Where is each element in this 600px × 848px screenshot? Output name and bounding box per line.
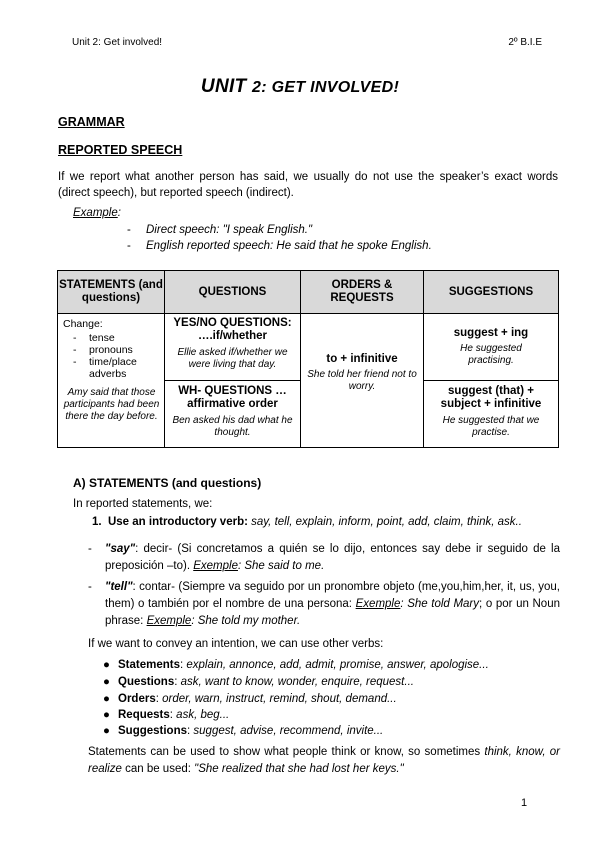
bullet-text: explain, annonce, add, admit, promise, answer, apologise...	[186, 659, 489, 671]
closing-italic-1: think, know,	[484, 746, 546, 758]
suggest-that-cell	[424, 381, 559, 448]
bullet-text: suggest, advise, recommend, invite...	[193, 725, 384, 737]
suggest-that-example: He suggested that we practise.	[442, 415, 540, 438]
example-label	[73, 207, 121, 219]
tell-example-text: : She told Mary	[400, 598, 479, 610]
say-text: : decir- (Si concretamos a quién se lo dijo, entonces say debe ir seguido de la preposición –to).	[105, 543, 560, 572]
yesno-title: YES/NO QUESTIONS: ….if/whether	[173, 317, 292, 342]
list-item: ● Statements: explain, annonce, add, admit, promise, answer, apologise...	[103, 659, 489, 671]
section-a-heading: A) STATEMENTS (and questions)	[73, 476, 262, 490]
example-text: Direct speech: "I speak English."	[146, 224, 313, 236]
yesno-cell	[165, 314, 301, 381]
suggest-ing-cell	[424, 314, 559, 381]
point-1-label: Use an introductory verb:	[107, 516, 248, 528]
closing-text-3: can be used:	[121, 763, 195, 775]
tell-word: "tell"	[105, 581, 133, 593]
bullet-text: order, warn, instruct, remind, shout, demand...	[162, 693, 397, 705]
change-item: - pronouns	[63, 344, 160, 356]
grammar-heading: GRAMMAR	[58, 115, 125, 129]
example-item: - English reported speech: He said that he spoke English.	[127, 240, 432, 252]
bullet-label: Statements	[118, 659, 180, 671]
point-1-number: 1.	[92, 516, 102, 528]
list-item: ● Questions: ask, want to know, wonder, enquire, request...	[103, 676, 414, 688]
suggest-that-title: suggest (that) + subject + infinitive	[440, 385, 542, 410]
wh-title: WH- QUESTIONS …affirmative order	[178, 385, 287, 410]
in-reported-text: In reported statements, we:	[73, 498, 213, 510]
bullet-text: ask, want to know, wonder, enquire, request...	[180, 676, 414, 688]
title-part2: 2: GET INVOLVED!	[252, 79, 400, 96]
example-colon: :	[117, 207, 121, 219]
orders-example: She told her friend not to worry.	[307, 368, 417, 392]
say-example-text: : She said to me.	[237, 560, 325, 572]
tell-item: - "tell": contar- (Siempre va seguido por un pronombre objeto (me,you,him,her, it, us, you, them) o también por el nombre de una persona: Exemple: She told Mary; o por un Noun phrase: Exemple: She told my mother.	[88, 581, 560, 627]
header-suggestions: SUGGESTIONS	[424, 271, 559, 314]
suggest-ing-example: He suggested practising.	[460, 343, 522, 366]
tell-example-text-2: : She told my mother.	[191, 615, 301, 627]
change-item: - tense	[63, 332, 160, 344]
list-item: ● Orders: order, warn, instruct, remind, shout, demand...	[103, 693, 397, 705]
header-questions: QUESTIONS	[165, 271, 301, 314]
say-word: "say"	[105, 543, 136, 555]
change-list	[63, 332, 160, 380]
say-example-label: Exemple	[193, 560, 238, 572]
bullet-label: Orders	[118, 693, 156, 705]
header-orders: ORDERS & REQUESTS	[301, 271, 424, 314]
statements-cell	[58, 314, 165, 448]
point-1-verbs: say, tell, explain, inform, point, add, claim, think, ask..	[251, 516, 522, 528]
change-label: Change:	[63, 318, 103, 330]
tell-example-label: Exemple	[355, 598, 401, 610]
bullet-label: Questions	[118, 676, 175, 688]
closing-paragraph	[88, 744, 560, 778]
say-item: - "say": decir- (Si concretamos a quién se lo dijo, entonces say debe ir seguido de la preposición –to). Exemple: She said to me.	[88, 543, 560, 572]
orders-title: to + infinitive	[326, 352, 398, 365]
orders-cell	[301, 314, 424, 448]
table-header-row	[58, 271, 559, 314]
intro-paragraph: If we report what another person has said, we usually do not use the speaker’s exact words (direct speech), but reported speech (indirect).	[58, 171, 558, 199]
example-word: Example	[73, 207, 118, 219]
title-part1: UNIT	[200, 76, 253, 97]
closing-italic-2: or realize	[88, 746, 560, 775]
header-unit: Unit 2: Get involved!	[72, 37, 163, 48]
header-statements: STATEMENTS (and questions)	[58, 271, 165, 314]
intention-text: If we want to convey an intention, we can use other verbs:	[88, 638, 384, 650]
bullet-label: Suggestions	[118, 725, 188, 737]
header-class: 2º B.I.E	[508, 37, 542, 48]
wh-cell	[165, 381, 301, 448]
closing-text-1: Statements can be used to show what people think or know, so sometimes	[88, 746, 485, 758]
tell-example-label-2: Exemple	[146, 615, 192, 627]
page-title	[0, 76, 600, 98]
tell-text: : contar- (Siempre va seguido por un pronombre objeto (me,you,him,her, it, us, you, them) o también por el nombre de una persona:	[105, 581, 560, 610]
change-item: - time/place adverbs	[63, 356, 160, 380]
tell-text-2: ; o por un Noun phrase:	[105, 598, 560, 627]
statements-example: Amy said that those participants had been there the day before.	[63, 387, 160, 422]
bullet-label: Requests	[118, 709, 170, 721]
example-item: - Direct speech: "I speak English."	[127, 224, 313, 236]
suggest-ing-title: suggest + ing	[453, 327, 529, 339]
reported-speech-heading: REPORTED SPEECH	[58, 143, 183, 157]
example-text: English reported speech: He said that he spoke English.	[146, 240, 432, 252]
closing-italic-3: "She realized that she had lost her keys."	[194, 763, 404, 775]
wh-example: Ben asked his dad what he thought.	[172, 415, 293, 438]
reported-speech-table	[57, 270, 559, 448]
list-item: ● Requests: ask, beg...	[103, 709, 230, 721]
table-row	[58, 314, 559, 381]
list-item: ● Suggestions: suggest, advise, recommend, invite...	[103, 725, 384, 737]
bullet-text: ask, beg...	[176, 709, 230, 721]
yesno-example: Ellie asked if/whether we were living that day.	[177, 347, 288, 370]
point-1	[92, 516, 522, 528]
page-number: 1	[521, 797, 528, 809]
